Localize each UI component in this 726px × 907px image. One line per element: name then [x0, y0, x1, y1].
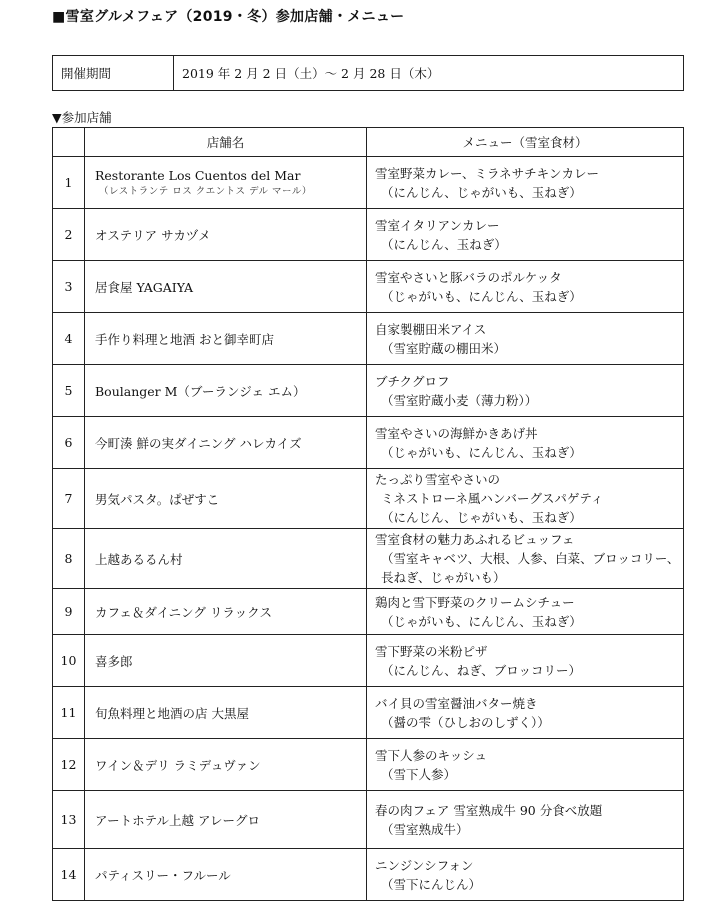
shop-row [53, 849, 684, 901]
menu-cell [367, 261, 684, 313]
shop-row [53, 739, 684, 791]
menu-line: （雪下人参） [381, 766, 457, 782]
shop-name: 旬魚料理と地酒の店 大黒屋 [95, 705, 249, 721]
menu-line: 鶏肉と雪下野菜のクリームシチュー [375, 594, 575, 610]
shop-row [53, 157, 684, 209]
menu-line: ニンジンシフォン [375, 857, 474, 873]
shop-row [53, 313, 684, 365]
header-shop-name: 店舗名 [85, 128, 367, 157]
row-number: 5 [53, 365, 85, 417]
menu-line: （雪室貯蔵小麦（薄力粉）） [381, 392, 538, 408]
shop-row [53, 529, 684, 589]
menu-cell [367, 365, 684, 417]
row-number: 6 [53, 417, 85, 469]
header-no [53, 128, 85, 157]
row-number: 8 [53, 529, 85, 589]
shop-name-reading: （レストランテ ロス クエントス デル マール） [99, 186, 312, 197]
shop-name: パティスリー・フルール [95, 867, 231, 883]
shop-row [53, 589, 684, 635]
row-number: 10 [53, 635, 85, 687]
menu-line: ブチクグロフ [375, 373, 450, 389]
row-number: 14 [53, 849, 85, 901]
shop-row [53, 469, 684, 529]
menu-line: （じゃがいも、にんじん、玉ねぎ） [381, 613, 582, 629]
shop-name-cell [85, 157, 367, 209]
row-number: 13 [53, 791, 85, 849]
shop-name-cell [85, 687, 367, 739]
shop-name: 手作り料理と地酒 おと御幸町店 [95, 331, 274, 347]
shop-name-cell [85, 791, 367, 849]
menu-cell [367, 209, 684, 261]
row-number: 11 [53, 687, 85, 739]
menu-cell [367, 529, 684, 589]
menu-line: 雪室食材の魅力あふれるビュッフェ [375, 532, 575, 547]
menu-line: （にんじん、じゃがいも、玉ねぎ） [381, 510, 582, 525]
menu-line: 雪室やさいと豚バラのポルケッタ [375, 269, 562, 285]
menu-line: （にんじん、ねぎ、ブロッコリー） [381, 662, 582, 678]
shop-row [53, 635, 684, 687]
menu-line: 雪室やさいの海鮮かきあげ丼 [375, 425, 538, 441]
menu-line: （にんじん、じゃがいも、玉ねぎ） [381, 184, 582, 200]
menu-line: 自家製棚田米アイス [375, 321, 487, 337]
shop-name-cell [85, 209, 367, 261]
shop-name-cell [85, 469, 367, 529]
menu-cell [367, 157, 684, 209]
period-label: 開催期間 [53, 56, 174, 91]
menu-line: （雪室キャベツ、大根、人参、白菜、ブロッコリー、 [381, 551, 680, 566]
shop-row [53, 417, 684, 469]
menu-line: 雪下人参のキッシュ [375, 747, 488, 763]
shop-name: 上越あるるん村 [95, 551, 183, 567]
shop-name: ワイン＆デリ ラミデュヴァン [95, 757, 261, 773]
shop-row [53, 209, 684, 261]
menu-line: 雪下野菜の米粉ピザ [375, 643, 488, 659]
shop-name-cell [85, 365, 367, 417]
shop-row [53, 687, 684, 739]
menu-cell [367, 849, 684, 901]
shop-name-cell [85, 313, 367, 365]
shop-row [53, 261, 684, 313]
shop-name-cell [85, 589, 367, 635]
shop-name: 男気パスタ。ぱぜすこ [95, 491, 220, 507]
menu-line: 長ねぎ、じゃがいも） [381, 570, 506, 585]
row-number: 4 [53, 313, 85, 365]
shop-name-cell [85, 635, 367, 687]
section-heading: ▼参加店舗 [52, 110, 112, 125]
menu-line: （にんじん、玉ねぎ） [381, 236, 507, 252]
menu-line: （醤の雫（ひしおのしずく）） [381, 714, 550, 730]
menu-cell [367, 469, 684, 529]
menu-cell [367, 791, 684, 849]
menu-line: （雪室貯蔵の棚田米） [381, 340, 507, 356]
row-number: 2 [53, 209, 85, 261]
menu-line: ミネストローネ風ハンバーグスパゲティ [381, 491, 604, 506]
menu-line: （じゃがいも、にんじん、玉ねぎ） [381, 444, 582, 460]
menu-cell [367, 635, 684, 687]
menu-line: 春の肉フェア 雪室熟成牛 90 分食べ放題 [375, 802, 603, 818]
shop-name: Restorante Los Cuentos del Mar [95, 168, 301, 183]
shops-table [52, 127, 684, 901]
menu-cell [367, 589, 684, 635]
row-number: 9 [53, 589, 85, 635]
event-period-table [52, 55, 684, 91]
menu-line: 雪室野菜カレー、ミラネサチキンカレー [375, 165, 600, 181]
menu-line: （じゃがいも、にんじん、玉ねぎ） [381, 288, 582, 304]
shop-name-cell [85, 849, 367, 901]
menu-cell [367, 687, 684, 739]
row-number: 1 [53, 157, 85, 209]
menu-line: たっぷり雪室やさいの [375, 472, 501, 487]
row-number: 3 [53, 261, 85, 313]
header-row [53, 128, 684, 157]
shop-name: オステリア サカヅメ [95, 227, 211, 243]
menu-cell [367, 313, 684, 365]
shop-name-cell [85, 261, 367, 313]
row-number: 12 [53, 739, 85, 791]
shop-row [53, 791, 684, 849]
shop-name-cell [85, 739, 367, 791]
row-number: 7 [53, 469, 85, 529]
shop-name: 今町湊 鮮の実ダイニング ハレカイズ [95, 435, 302, 451]
shop-name: カフェ＆ダイニング リラックス [95, 604, 272, 620]
shop-name: 喜多郎 [95, 653, 133, 669]
menu-line: 雪室イタリアンカレー [375, 217, 500, 233]
page-title: ■雪室グルメフェア（2019・冬）参加店舗・メニュー [52, 9, 405, 25]
menu-line: （雪下にんじん） [381, 876, 482, 892]
menu-cell [367, 417, 684, 469]
shop-name-cell [85, 529, 367, 589]
shop-row [53, 365, 684, 417]
menu-line: （雪室熟成牛） [381, 821, 469, 837]
shop-name: Boulanger M（ブーランジェ エム） [95, 383, 306, 399]
shop-name: 居食屋 YAGAIYA [95, 279, 194, 295]
menu-line: バイ貝の雪室醤油バター焼き [375, 695, 538, 711]
shop-name-cell [85, 417, 367, 469]
menu-cell [367, 739, 684, 791]
header-menu: メニュー（雪室食材） [367, 128, 684, 157]
shop-name: アートホテル上越 アレーグロ [95, 812, 260, 828]
period-value: 2019 年 2 月 2 日（土）～ 2 月 28 日（木） [174, 56, 684, 91]
